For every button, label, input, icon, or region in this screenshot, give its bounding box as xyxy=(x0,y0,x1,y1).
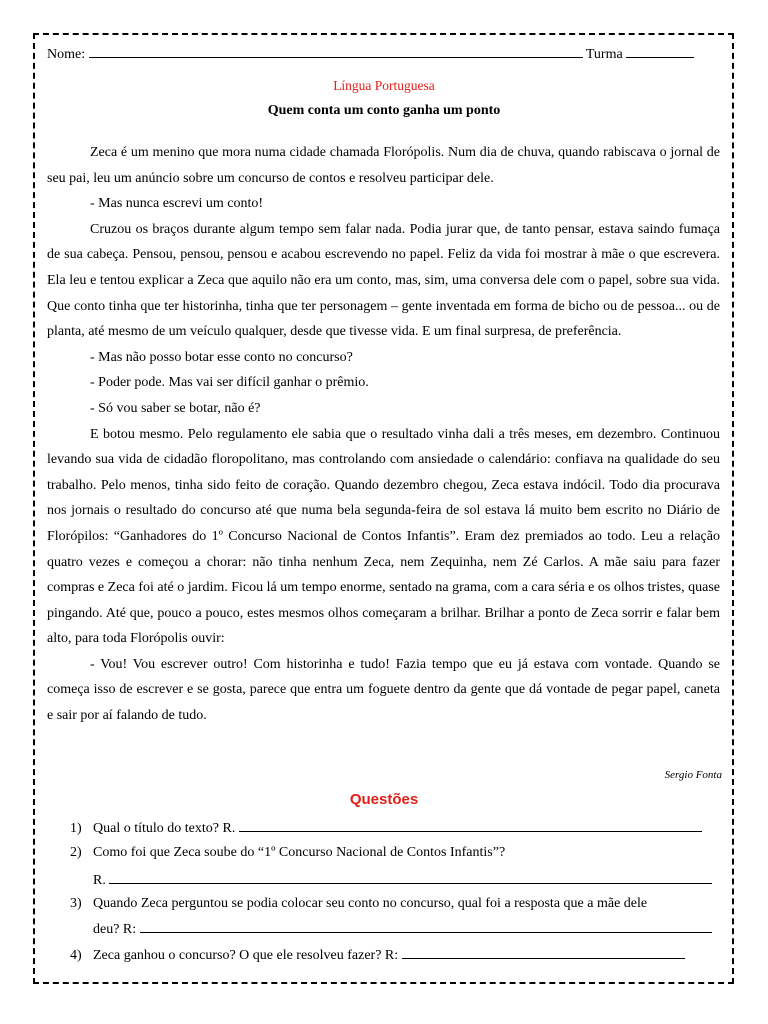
question-continuation: deu? R: xyxy=(93,922,137,937)
paragraph: - Vou! Vou escrever outro! Com historinha e tudo! Fazia tempo que eu já estava com vontade. Quando se começa isso de escrever e se gosta, parece que entra um foguete dentro da gente que dá vontade de pegar papel, caneta e sair por aí falando de tudo. xyxy=(47,656,720,724)
paragraph: - Mas nunca escrevi um conto! xyxy=(90,196,263,212)
question-2 xyxy=(70,845,505,861)
paragraph: - Poder pode. Mas vai ser difícil ganhar o prêmio. xyxy=(90,375,369,391)
text-title: Quem conta um conto ganha um ponto xyxy=(267,103,501,118)
paragraph: - Mas não posso botar esse conto no concurso? xyxy=(90,349,353,365)
question-number: 1) xyxy=(70,821,82,836)
name-label: Nome: xyxy=(47,47,86,62)
question-text: Quando Zeca perguntou se podia colocar seu conto no concurso, qual foi a resposta que a mãe dele xyxy=(93,896,648,911)
story-text xyxy=(47,140,720,729)
paragraph: - Só vou saber se botar, não é? xyxy=(90,400,261,416)
answer-line[interactable] xyxy=(239,819,702,832)
answer-label: R. xyxy=(93,873,106,888)
questions-heading: Questões xyxy=(349,791,419,808)
paragraph: Cruzou os braços durante algum tempo sem falar nada. Podia jurar que, de tanto pensar, estava saindo fumaça de sua cabeça. Pensou, pensou, pensou e acabou escrevendo no papel. Feliz da vida foi mostrar à mãe o que escrevera. Ela leu e tentou explicar a Zeca que aquilo não era um conto, mas, sim, uma conversa dele com o papel, sobre sua vida. Que conto tinha que ter historinha, tinha que ter personagem – gente inventada em forma de bicho ou de pessoa... ou de planta, até mesmo de um veículo qualquer, desde que tivesse vida. E um final surpresa, de preferência. xyxy=(47,221,720,340)
answer-line[interactable] xyxy=(140,920,712,933)
question-number: 3) xyxy=(70,896,82,911)
question-text: Como foi que Zeca soube do “1º Concurso Nacional de Contos Infantis”? xyxy=(93,845,506,860)
author-credit: Sergio Fonta xyxy=(664,769,722,781)
question-number: 4) xyxy=(70,948,82,963)
question-number: 2) xyxy=(70,845,82,860)
name-class-header xyxy=(47,44,694,63)
class-label: Turma xyxy=(585,47,623,62)
name-field[interactable] xyxy=(89,44,583,58)
question-text: Zeca ganhou o concurso? O que ele resolveu fazer? R: xyxy=(93,948,399,963)
question-text: Qual o título do texto? R. xyxy=(93,821,236,836)
paragraph: Zeca é um menino que mora numa cidade chamada Florópolis. Num dia de chuva, quando rabiscava o jornal de seu pai, leu um anúncio sobre um concurso de contos e resolveu participar dele. xyxy=(47,145,720,186)
paragraph: E botou mesmo. Pelo regulamento ele sabia que o resultado vinha dali a três meses, em dezembro. Continuou levando sua vida de cidadão floropolitano, mas controlando com ansiedade o calendário: confiava na qualidade do seu trabalho. Pelo menos, tinha sido feito de coração. Quando dezembro chegou, Zeca estava indócil. Todo dia procurava nos jornais o resultado do concurso até que numa bela segunda-feira de sol estava lá muito bem escrito no Diário de Florópilos: “Ganhadores do 1º Concurso Nacional de Contos Infantis”. Eram dez premiados ao todo. Leu a relação quatro vezes e começou a chorar: não tinha nenhum Zeca, nem Zequinha, nem Zé Carlos. A mãe saiu para fazer compras e Zeca foi até o jardim. Ficou lá um tempo enorme, sentado na grama, com a cara séria e os olhos tristes, quase pingando. Até que, pouco a pouco, estes mesmos olhos começaram a brilhar. Brilhar a ponto de Zeca sorrir e falar bem alto, para toda Florópolis ouvir: xyxy=(47,426,720,647)
question-2-answer xyxy=(93,871,712,889)
question-3 xyxy=(70,896,647,912)
question-1 xyxy=(70,819,702,837)
question-4 xyxy=(70,946,685,964)
answer-line[interactable] xyxy=(109,871,712,884)
question-3-answer xyxy=(93,920,712,938)
class-field[interactable] xyxy=(626,44,694,58)
subject-heading: Língua Portuguesa xyxy=(333,78,435,93)
answer-line[interactable] xyxy=(402,946,685,959)
